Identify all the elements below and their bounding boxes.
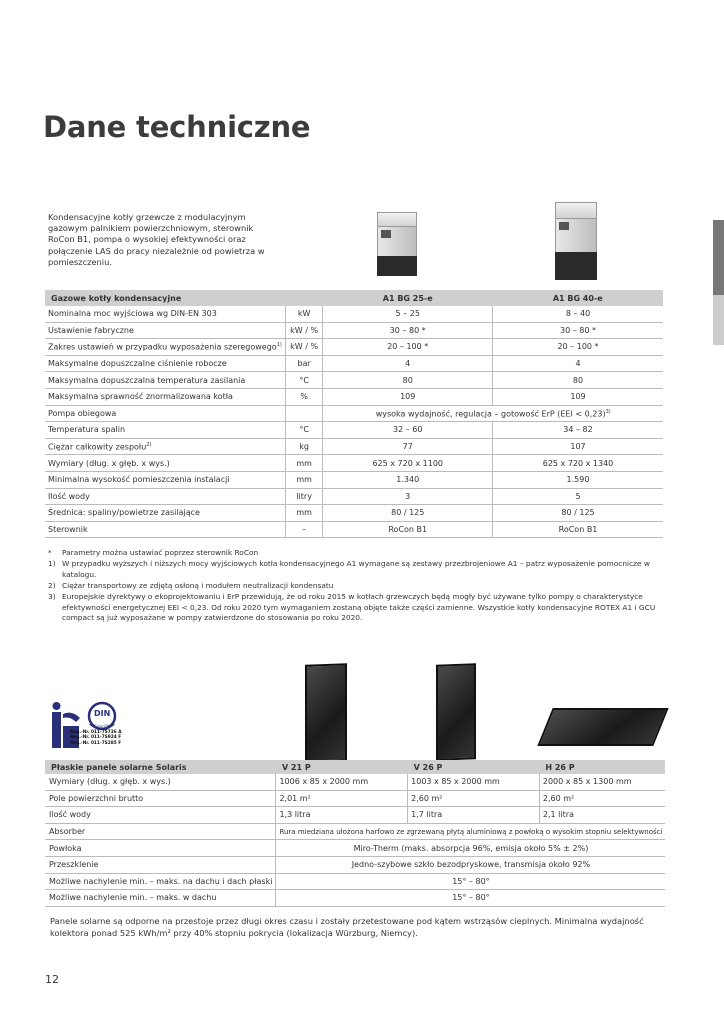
table-row [45, 322, 663, 339]
row-unit: % [285, 388, 323, 405]
row-label: Minimalna wysokość pomieszczenia instalacji [45, 471, 285, 488]
row-unit: kW [285, 306, 323, 322]
row-value: RoCon B1 [323, 521, 493, 538]
row-value: 80 [323, 372, 493, 389]
row-unit: kW / % [285, 322, 323, 339]
footnote-text: Europejskie dyrektywy o ekoprojektowaniu i ErP przewidują, że od roku 2015 w kotłach grzewczych będą mogły być używane tylko pompy o charakterystyce efektywności energetycznej EEI < 0,23. Od roku 2020 tym wymaganiem zostaną objęte także części zamienne. Wszystkie kotły kondensacyjne ROTEX A1 i GCU compact są już wyposażane w pompy zatwierdzone do stosowania po roku 2020. [62, 591, 656, 623]
table-header-label: Gazowe kotły kondensacyjne [45, 290, 323, 306]
row-unit: °C [285, 422, 323, 439]
row-label: Możliwe nachylenie min. – maks. na dachu i dach płaski [45, 873, 276, 890]
table-row [45, 521, 663, 538]
solar-specs-table [45, 760, 665, 907]
row-value: 625 x 720 x 1340 [493, 455, 663, 472]
table-header-model: H 26 P [539, 760, 665, 774]
reg-number: Reg.-Nr. 011-7S924 F [70, 735, 122, 741]
row-label: Pompa obiegowa [45, 405, 285, 422]
footnote-key: 3) [48, 591, 56, 601]
table-row [45, 306, 663, 322]
table-header-model: V 21 P [276, 760, 408, 774]
table-header-label: Płaskie panele solarne Solaris [45, 760, 276, 774]
footnote-item [48, 559, 668, 581]
row-value-span: Jedno-szybowe szkło bezodpryskowe, transmisja około 92% [276, 856, 666, 873]
row-unit [285, 405, 323, 422]
table-row [45, 890, 665, 907]
row-value: 1,3 litra [276, 807, 408, 824]
row-value: 5 [493, 488, 663, 505]
row-label: Temperatura spalin [45, 422, 285, 439]
row-label: Średnica: spaliny/powietrze zasilające [45, 505, 285, 522]
solar-panel-image-h26p [537, 708, 668, 746]
row-value: 1,7 litra [408, 807, 540, 824]
boiler-image-a1-bg-25e [375, 212, 419, 278]
solar-panel-image-v26p [436, 663, 476, 760]
row-value: 5 – 25 [323, 306, 493, 322]
table-header-model: A1 BG 25-e [323, 290, 493, 306]
row-value: 1.340 [323, 471, 493, 488]
row-value-span: Miro-Therm (maks. absorpcja 96%, emisja około 5% ± 2%) [276, 840, 666, 857]
row-value: 2,60 m² [539, 790, 665, 807]
footnote-text: W przypadku wyższych i niższych mocy wyjściowych kotła kondensacyjnego A1 wymagane są zestawy przezbrojeniowe A1 – patrz wyposażenie pomocnicze w katalogu. [62, 558, 650, 579]
row-label: Wymiary (dług. x głęb. x wys.) [45, 455, 285, 472]
table-row [45, 455, 663, 472]
row-label: Ustawienie fabryczne [45, 322, 285, 339]
row-value: 109 [323, 388, 493, 405]
table-row [45, 355, 663, 372]
row-label: Ciężar całkowity zespołu$^{2)}$ [45, 438, 285, 455]
reg-number: Reg.-Nr. 011-7S736 A [70, 730, 122, 735]
row-value: 80 / 125 [323, 505, 493, 522]
boiler-image-a1-bg-40e [553, 202, 599, 282]
row-unit: °C [285, 372, 323, 389]
row-value: 1006 x 85 x 2000 mm [276, 774, 408, 790]
footnote-text: Ciężar transportowy ze zdjętą osłoną i modułem neutralizacji kondensatu [62, 580, 334, 590]
table-row [45, 873, 665, 890]
row-value-span: 15° – 80° [276, 873, 666, 890]
footnote-key: 2) [48, 580, 56, 590]
table-row [45, 372, 663, 389]
table-row [45, 471, 663, 488]
table-row [45, 505, 663, 522]
footnote-item [48, 581, 668, 592]
footnote-key: 1) [48, 558, 56, 568]
footnotes [48, 548, 668, 624]
row-value: 2,01 m² [276, 790, 408, 807]
row-value: 30 – 80 * [493, 322, 663, 339]
row-value: 4 [323, 355, 493, 372]
row-value: 107 [493, 438, 663, 455]
table-row [45, 488, 663, 505]
table-row [45, 823, 665, 840]
geprueft-text: Geprüft [94, 724, 110, 729]
table-header-model: A1 BG 40-e [493, 290, 663, 306]
row-unit: litry [285, 488, 323, 505]
row-label: Sterownik [45, 521, 285, 538]
side-tab-marker-light [713, 295, 724, 345]
row-unit: kg [285, 438, 323, 455]
footnote-item [48, 592, 668, 625]
row-unit: kW / % [285, 339, 323, 356]
table-row [45, 388, 663, 405]
table-row [45, 422, 663, 439]
row-value: 32 – 60 [323, 422, 493, 439]
row-unit: mm [285, 455, 323, 472]
row-unit: – [285, 521, 323, 538]
table-row [45, 405, 663, 422]
din-text: DIN [94, 709, 111, 718]
table-row [45, 856, 665, 873]
row-label: Absorber [45, 823, 276, 840]
row-label: Maksymalna sprawność znormalizowana kotła [45, 388, 285, 405]
intro-text: Kondensacyjne kotły grzewcze z modulacyjnym gazowym palnikiem powierzchniowym, sterownik RoCon B1, pompa o wysokiej efektywności oraz połączenie LAS do pracy niezależnie od powietrza w pomieszczeniu. [48, 212, 265, 267]
row-value: 2000 x 85 x 1300 mm [539, 774, 665, 790]
row-label: Przeszklenie [45, 856, 276, 873]
row-value-span: Rura miedziana ułożona harfowo ze zgrzewaną płytą aluminiową z powłoką o wysokim stopniu selektywności [276, 823, 666, 840]
row-unit: bar [285, 355, 323, 372]
row-value: 80 [493, 372, 663, 389]
row-value: 2,60 m² [408, 790, 540, 807]
row-label: Wymiary (dług. x głęb. x wys.) [45, 774, 276, 790]
solar-footnote: Panele solarne są odporne na przestoje przez długi okres czasu i zostały przetestowane pod kątem wstrząsów cieplnych. Minimalna wydajność kolektora ponad 525 kWh/m² przy 40% stopniu pokrycia (lokalizacja Würzburg, Niemcy). [50, 916, 644, 938]
table-row [45, 438, 663, 455]
row-label: Maksymalne dopuszczalne ciśnienie robocze [45, 355, 285, 372]
row-value: 30 – 80 * [323, 322, 493, 339]
row-value-span: wysoka wydajność, regulacja – gotowość ErP (EEI < 0,23)$^{3)}$ [323, 405, 663, 422]
row-label: Zakres ustawień w przypadku wyposażenia szeregowego$^{1)}$ [45, 339, 285, 356]
table-header-model: V 26 P [408, 760, 540, 774]
table-row [45, 774, 665, 790]
row-value: 20 – 100 * [323, 339, 493, 356]
row-value: 1.590 [493, 471, 663, 488]
row-label: Powłoka [45, 840, 276, 857]
page-title: Dane techniczne [43, 110, 311, 144]
reg-number: Reg.-Nr. 011-7S285 F [70, 740, 122, 746]
row-value: 2,1 litra [539, 807, 665, 824]
row-value: 8 – 40 [493, 306, 663, 322]
row-label: Ilość wody [45, 807, 276, 824]
row-value: 77 [323, 438, 493, 455]
solar-panel-image-v21p [305, 663, 347, 762]
page-number: 12 [45, 973, 59, 986]
row-value: 1003 x 85 x 2000 mm [408, 774, 540, 790]
row-value: 3 [323, 488, 493, 505]
row-value: 625 x 720 x 1100 [323, 455, 493, 472]
footnote-item [48, 548, 668, 559]
row-value: 80 / 125 [493, 505, 663, 522]
side-tab-marker [713, 220, 724, 295]
row-label: Nominalna moc wyjściowa wg DIN-EN 303 [45, 306, 285, 322]
registration-numbers [70, 730, 122, 746]
table-row [45, 840, 665, 857]
row-value: 20 – 100 * [493, 339, 663, 356]
row-label: Pole powierzchni brutto [45, 790, 276, 807]
table-row [45, 807, 665, 824]
row-unit: mm [285, 471, 323, 488]
row-value: RoCon B1 [493, 521, 663, 538]
footnote-text: Parametry można ustawiać poprzez sterownik RoCon [62, 548, 259, 557]
table-row [45, 339, 663, 356]
row-value: 4 [493, 355, 663, 372]
boiler-specs-table [45, 290, 663, 538]
row-label: Ilość wody [45, 488, 285, 505]
row-value-span: 15° – 80° [276, 890, 666, 907]
row-value: 34 – 82 [493, 422, 663, 439]
row-unit: mm [285, 505, 323, 522]
row-value: 109 [493, 388, 663, 405]
row-label: Maksymalna dopuszczalna temperatura zasilania [45, 372, 285, 389]
certification-logo [50, 700, 130, 750]
row-label: Możliwe nachylenie min. – maks. w dachu [45, 890, 276, 907]
footnote-key: * [48, 548, 52, 557]
table-row [45, 790, 665, 807]
